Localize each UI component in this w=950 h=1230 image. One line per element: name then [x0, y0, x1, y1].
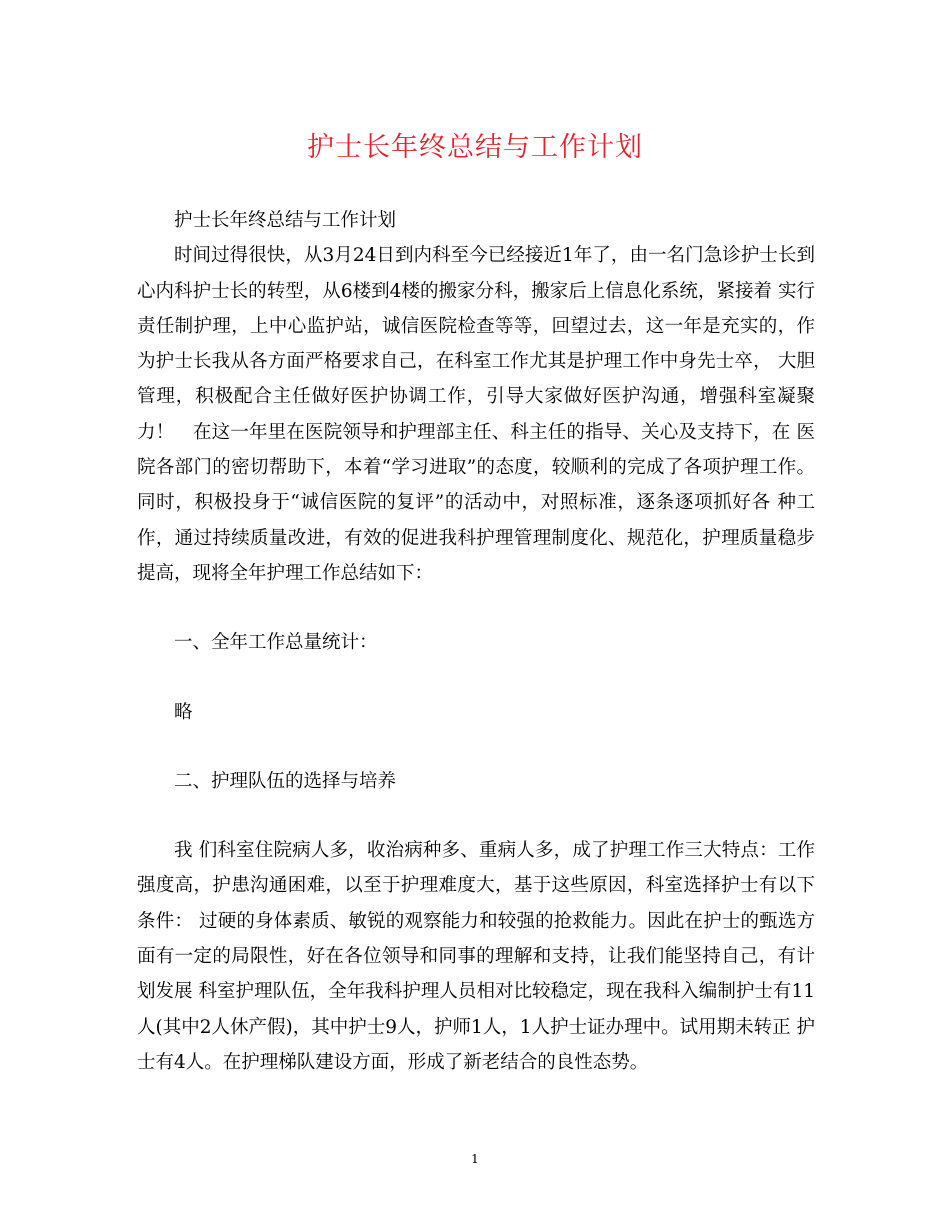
- page-number: 1: [471, 1152, 479, 1166]
- section-heading-1: 一、全年工作总量统计：: [174, 632, 378, 654]
- document-body: [137, 203, 815, 1080]
- section-2-paragraph: 我 们科室住院病人多，收治病种多、重病人多，成了护理工作三大特点：工作强度高，护患沟通困难，以至于护理难度大，基于这些原因，科室选择护士有以下条件： 过硬的身体素质、敏锐的观察能力和较强的抢救能力。因此在护士的甄选方面有一定的局限性，好在各位领导和同事的理解和支持，让我们能坚持自己，有计划发展 科室护理队伍，全年我科护理人员相对比较稳定，现在我科入编制护士有11人(其中2人休产假)，其中护士9人，护师1人，1人护士证办理中。试用期未转正 护士有4人。在护理梯队建设方面，形成了新老结合的良性态势。: [137, 840, 815, 1073]
- section-1-paragraph: 略: [174, 701, 193, 723]
- spacer: [137, 799, 815, 833]
- intro-paragraph: 时间过得很快，从3月24日到内科至今已经接近1年了，由一名门急诊护士长到心内科护士长的转型，从6楼到4楼的搬家分科，搬家后上信息化系统，紧接着 实行责任制护理，上中心监护站，诚信医院检查等等，回望过去，这一年是充实的，作为护士长我从各方面严格要求自己，在科室工作尤其是护理工作中身先士卒， 大胆管理，积极配合主任做好医护协调工作，引导大家做好医护沟通，增强科室凝聚力！ 在这一年里在医院领导和护理部主任、科主任的指导、关心及支持下，在 医院各部门的密切帮助下，本着“学习进取”的态度，较顺利的完成了各项护理工作。同时，积极投身于“诚信医院的复评”的活动中，对照标准，逐条逐项抓好各 种工作，通过持续质量改进，有效的促进我科护理管理制度化、规范化，护理质量稳步提高，现将全年护理工作总结如下：: [137, 245, 815, 584]
- spacer: [137, 591, 815, 625]
- spacer: [137, 661, 815, 695]
- subtitle-paragraph: 护士长年终总结与工作计划: [174, 210, 397, 231]
- spacer: [137, 730, 815, 764]
- document-title: 护士长年终总结与工作计划: [307, 132, 643, 163]
- section-heading-2: 二、护理队伍的选择与培养: [174, 770, 397, 792]
